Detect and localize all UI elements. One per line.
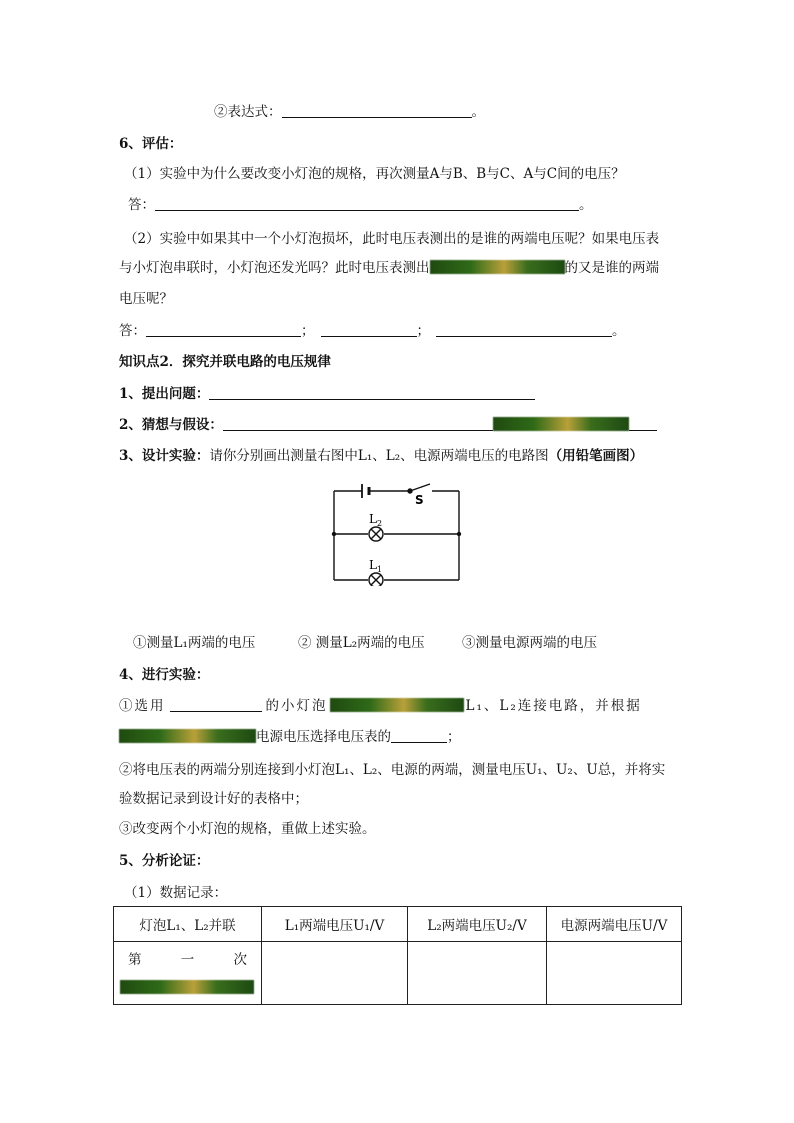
data-table: [113, 906, 682, 1005]
table-input-cell[interactable]: [262, 942, 408, 1005]
answer-2-blank-1[interactable]: [146, 322, 301, 337]
step-2-blank[interactable]: [223, 416, 493, 431]
measure-source-caption: ③测量电源两端的电压: [462, 635, 597, 651]
switch-blade: [410, 484, 430, 491]
question-2-line-2: 与小灯泡串联时，小灯泡还发光吗？此时电压表测出 的又是谁的两端: [119, 260, 659, 276]
procedure-2-line-1: ②将电压表的两端分别连接到小灯泡L₁、L₂、电源的两端，测量电压U₁、U₂、U总，并将实: [119, 762, 666, 778]
procedure-2-line-2: 验数据记录到设计好的表格中；: [119, 791, 308, 807]
step-2-line: 2、猜想与假设：: [119, 416, 657, 434]
header-cell: 电源两端电压U/V: [547, 907, 682, 942]
evaluation-heading: 6、评估：: [119, 136, 183, 152]
table-header-row: [114, 907, 682, 942]
step-5-heading: 5、分析论证：: [119, 853, 210, 869]
answer-1-blank[interactable]: [155, 196, 579, 211]
expression-line: ②表达式： 。: [214, 104, 485, 120]
procedure-3: ③改变两个小灯泡的规格，重做上述实验。: [119, 821, 376, 837]
procedure-1-line-2: 电源电压选择电压表的 ；: [119, 728, 461, 746]
header-cell: L₂两端电压U₂/V: [408, 907, 547, 942]
lamp-1-label: $L_1$: [369, 558, 383, 574]
header-cell: L₁两端电压U₁/V: [262, 907, 408, 942]
answer-2-blank-3[interactable]: [436, 322, 612, 337]
expression-label: ②表达式：: [214, 104, 282, 120]
table-row: [114, 942, 682, 1005]
measure-l1-caption: ①测量L₁两端的电压: [133, 635, 256, 651]
step-4-heading: 4、进行实验：: [119, 667, 210, 683]
redacted-image-strip: [119, 729, 256, 743]
table-input-cell[interactable]: [408, 942, 547, 1005]
answer-2-line: 答： ； ； 。: [119, 323, 626, 339]
row-label-cell: 第 一 次: [114, 942, 262, 1005]
redacted-image-strip: [330, 698, 464, 712]
knowledge-point-2-heading: 知识点2．探究并联电路的电压规律: [119, 354, 331, 370]
procedure-1-line-1: ①选用 的小灯泡 L₁、L₂连接电路，并根据: [119, 698, 642, 714]
question-2-line-3: 电压呢？: [119, 291, 173, 307]
question-2-line-1: （2）实验中如果其中一个小灯泡损坏，此时电压表测出的是谁的两端电压呢？如果电压表: [124, 231, 660, 247]
table-input-cell[interactable]: [547, 942, 682, 1005]
step-1-line: 1、提出问题：: [119, 385, 535, 403]
step-1-blank[interactable]: [209, 385, 535, 400]
switch-label: S: [415, 493, 424, 507]
measure-l2-caption: ② 测量L₂两端的电压: [298, 635, 425, 651]
range-blank[interactable]: [391, 728, 447, 743]
redacted-image-strip: [493, 417, 629, 431]
answer-1-line: 答： 。: [128, 197, 593, 213]
lamp-2-label: $L_2$: [369, 512, 383, 528]
question-1: （1）实验中为什么要改变小灯泡的规格，再次测量A与B、B与C、A与C间的电压？: [124, 166, 625, 182]
parallel-circuit-diagram: [320, 474, 470, 586]
expression-blank[interactable]: [282, 103, 472, 118]
answer-2-blank-2[interactable]: [321, 322, 417, 337]
header-cell: 灯泡L₁、L₂并联: [114, 907, 262, 942]
redacted-image-strip: [430, 260, 565, 274]
lamp-spec-blank[interactable]: [170, 697, 262, 712]
redacted-image-strip: [120, 980, 254, 994]
data-record-label: （1）数据记录：: [124, 885, 228, 901]
step-3-line: 3、设计实验：请你分别画出测量右图中L₁、L₂、电源两端电压的电路图（用铅笔画图）: [119, 448, 644, 464]
